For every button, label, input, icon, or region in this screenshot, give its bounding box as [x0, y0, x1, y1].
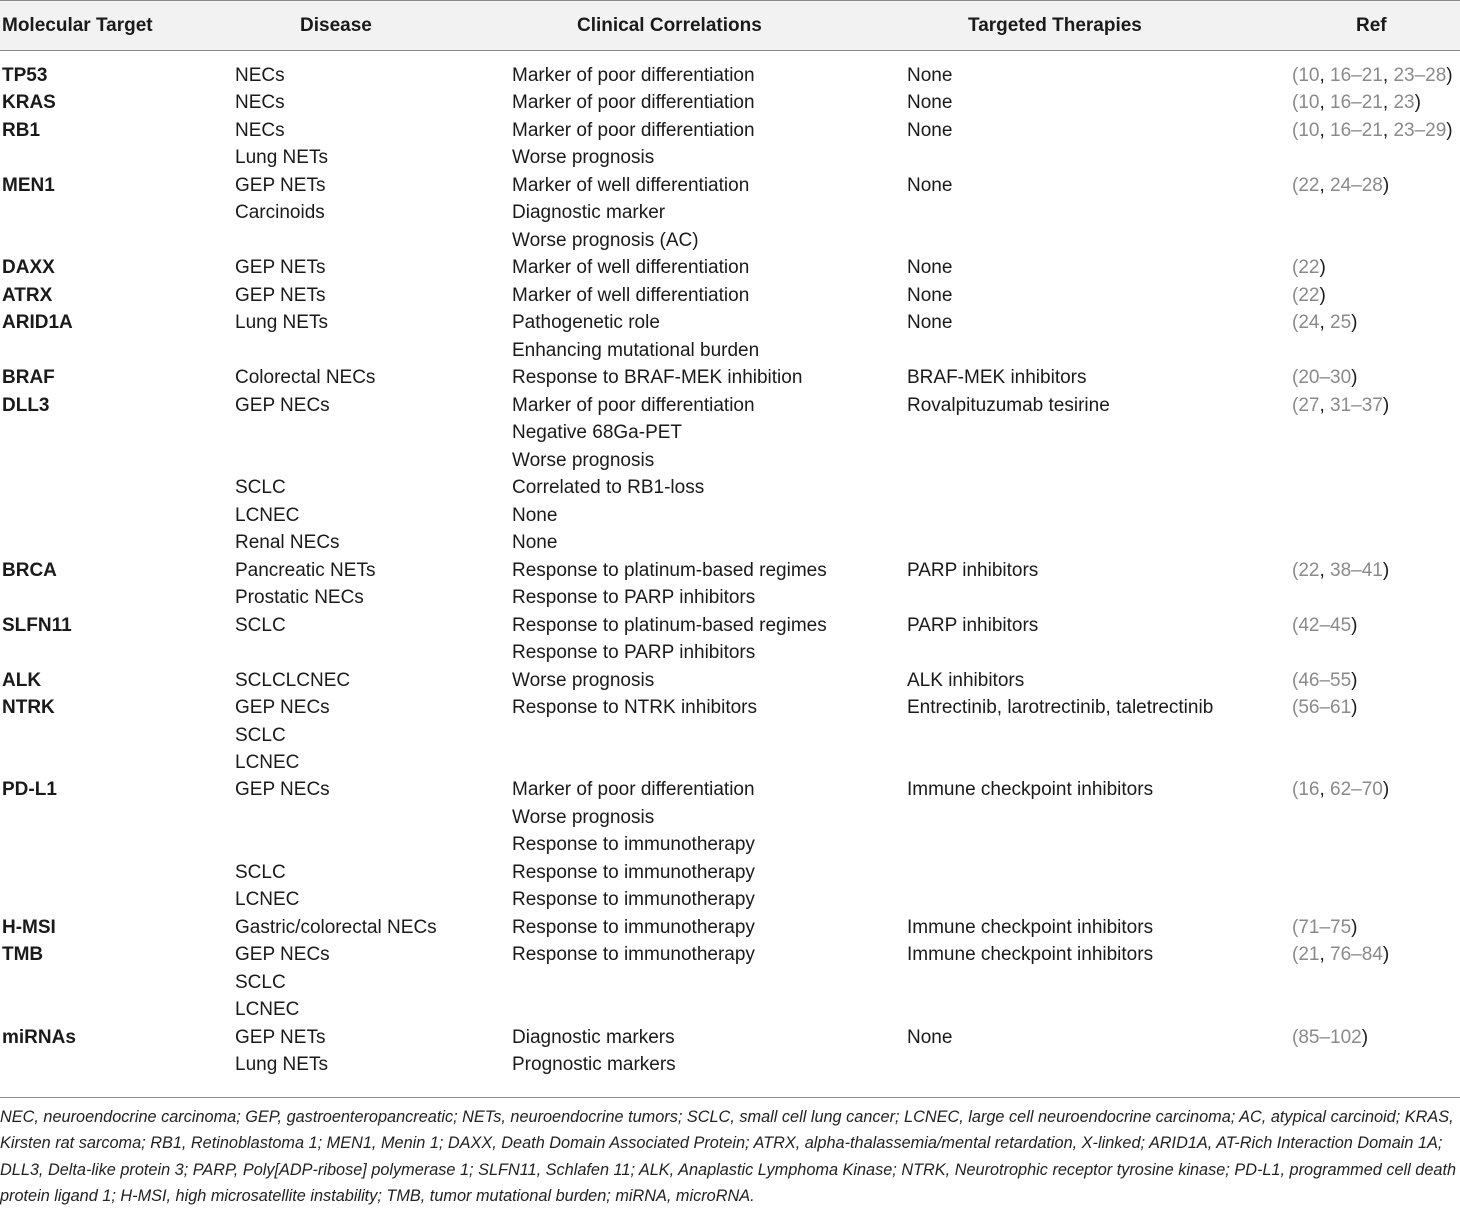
- ref-link[interactable]: 23–29: [1393, 119, 1447, 141]
- cell-ref: (22, 24–28): [1292, 174, 1390, 196]
- cell-ref: (10, 16–21, 23): [1292, 92, 1421, 114]
- cell-therapy: None: [907, 284, 953, 306]
- cell-correlation: Diagnostic markers: [512, 1026, 675, 1048]
- cell-correlation: Worse prognosis: [512, 449, 655, 471]
- table-row: [0, 254, 1460, 282]
- table-row: [0, 831, 1460, 859]
- ref-link[interactable]: 42–45: [1298, 614, 1352, 636]
- table-row: [0, 776, 1460, 804]
- cell-ref: (22): [1292, 284, 1326, 306]
- table-row: [0, 612, 1460, 640]
- ref-link[interactable]: 20–30: [1298, 367, 1352, 389]
- cell-therapy: Immune checkpoint inhibitors: [907, 916, 1154, 938]
- ref-link[interactable]: 10: [1298, 119, 1320, 141]
- cell-target: MEN1: [2, 174, 55, 196]
- cell-disease: GEP NECs: [235, 697, 330, 719]
- cell-therapy: Immune checkpoint inhibitors: [907, 944, 1154, 966]
- ref-link[interactable]: 31–37: [1330, 394, 1383, 416]
- table-footnote: NEC, neuroendocrine carcinoma; GEP, gastroenteropancreatic; NETs, neuroendocrine tumors; SCLC, small cell lung cancer; LCNEC, large cell neuroendocrine carcinoma; AC, atypical carcinoid; KRAS, Kirsten rat sarcoma; RB1, Retinoblastoma 1; MEN1, Menin 1; DAXX, Death Domain Associated Protein; ATRX, alpha-thalassemia/mental retardation, X-linked; ARID1A, AT-Rich Interaction Domain 1A; DLL3, Delta-like protein 3; PARP, Poly[ADP-ribose] polymerase 1; SLFN11, Schlafen 11; ALK, Anaplastic Lymphoma Kinase; NTRK, Neurotrophic receptor tyrosine kinase; PD-L1, programmed cell death protein ligand 1; H-MSI, high microsatellite instability; TMB, tumor mutational burden; miRNA, microRNA.: [0, 1108, 1457, 1206]
- table-row: [0, 914, 1460, 942]
- cell-disease: Colorectal NECs: [235, 367, 376, 389]
- cell-disease: GEP NETs: [235, 174, 326, 196]
- cell-therapy: PARP inhibitors: [907, 614, 1039, 636]
- cell-disease: Carcinoids: [235, 202, 325, 224]
- table-row: [0, 969, 1460, 997]
- cell-correlation: Marker of poor differentiation: [512, 779, 755, 801]
- cell-disease: NECs: [235, 92, 285, 114]
- table-row: [0, 722, 1460, 750]
- table-row: [0, 667, 1460, 695]
- cell-ref: (42–45): [1292, 614, 1358, 636]
- cell-therapy: Entrectinib, larotrectinib, taletrectinib: [907, 697, 1214, 719]
- cell-disease: GEP NETs: [235, 257, 326, 279]
- table-row: [0, 447, 1460, 475]
- cell-correlation: Response to PARP inhibitors: [512, 642, 756, 664]
- cell-correlation: Marker of poor differentiation: [512, 65, 755, 86]
- cell-therapy: None: [907, 92, 953, 114]
- ref-link[interactable]: 16–21: [1330, 65, 1383, 86]
- cell-therapy: None: [907, 65, 953, 86]
- table-row: [0, 282, 1460, 310]
- cell-disease: LCNEC: [235, 504, 300, 526]
- table-row: [0, 474, 1460, 502]
- ref-link[interactable]: 46–55: [1298, 669, 1352, 691]
- table-row: [0, 502, 1460, 530]
- cell-disease: Pancreatic NETs: [235, 559, 376, 581]
- cell-target: SLFN11: [2, 614, 72, 636]
- table-row: [0, 859, 1460, 887]
- cell-disease: SCLC: [235, 614, 286, 636]
- cell-disease: SCLC: [235, 861, 286, 883]
- cell-target: ALK: [2, 669, 42, 691]
- table-row: [0, 804, 1460, 832]
- cell-therapy: BRAF-MEK inhibitors: [907, 367, 1087, 389]
- header-disease: Disease: [300, 15, 372, 36]
- ref-link[interactable]: 56–61: [1298, 697, 1352, 719]
- cell-correlation: Worse prognosis: [512, 806, 655, 828]
- ref-link[interactable]: 25: [1330, 312, 1352, 334]
- cell-therapy: None: [907, 119, 953, 141]
- cell-ref: (71–75): [1292, 916, 1358, 938]
- ref-link[interactable]: 21: [1298, 944, 1320, 966]
- cell-correlation: Marker of well differentiation: [512, 257, 750, 279]
- cell-target: BRCA: [2, 559, 57, 581]
- cell-therapy: ALK inhibitors: [907, 669, 1025, 691]
- cell-disease: SCLC: [235, 971, 286, 993]
- cell-ref: (85–102): [1292, 1026, 1369, 1048]
- cell-ref: (10, 16–21, 23–28): [1292, 65, 1453, 86]
- cell-disease: Renal NECs: [235, 532, 340, 554]
- ref-link[interactable]: 38–41: [1330, 559, 1383, 581]
- cell-ref: (56–61): [1292, 697, 1358, 719]
- table-row: [0, 584, 1460, 612]
- cell-ref: (22): [1292, 257, 1326, 279]
- ref-link[interactable]: 71–75: [1298, 916, 1352, 938]
- table-row: [0, 419, 1460, 447]
- table-row: [0, 89, 1460, 117]
- cell-target: KRAS: [2, 92, 56, 114]
- cell-target: ATRX: [2, 284, 53, 306]
- table-row: [0, 117, 1460, 145]
- table-row: [0, 996, 1460, 1024]
- cell-correlation: Marker of poor differentiation: [512, 394, 755, 416]
- table-row: [0, 337, 1460, 365]
- ref-link[interactable]: 62–70: [1330, 779, 1383, 801]
- cell-therapy: Immune checkpoint inhibitors: [907, 779, 1154, 801]
- cell-correlation: Marker of poor differentiation: [512, 119, 755, 141]
- cell-disease: LCNEC: [235, 889, 300, 911]
- table-row: [0, 172, 1460, 200]
- table-row: [0, 199, 1460, 227]
- ref-link[interactable]: 24: [1298, 312, 1320, 334]
- cell-correlation: Diagnostic marker: [512, 202, 666, 224]
- table-row: [0, 941, 1460, 969]
- cell-target: DLL3: [2, 394, 50, 416]
- cell-correlation: None: [512, 532, 558, 554]
- ref-link[interactable]: 22: [1298, 174, 1320, 196]
- cell-disease: Gastric/colorectal NECs: [235, 916, 437, 938]
- cell-correlation: Response to platinum-based regimes: [512, 614, 827, 636]
- cell-correlation: Marker of well differentiation: [512, 284, 750, 306]
- cell-disease: LCNEC: [235, 999, 300, 1021]
- cell-correlation: Worse prognosis (AC): [512, 229, 699, 251]
- cell-correlation: Negative 68Ga-PET: [512, 422, 683, 444]
- ref-link[interactable]: 23–28: [1393, 65, 1447, 86]
- cell-ref: (10, 16–21, 23–29): [1292, 119, 1453, 141]
- cell-ref: (16, 62–70): [1292, 779, 1390, 801]
- table-row: [0, 364, 1460, 392]
- cell-disease: GEP NECs: [235, 944, 330, 966]
- cell-disease: Lung NETs: [235, 147, 328, 169]
- cell-correlation: Response to BRAF-MEK inhibition: [512, 367, 803, 389]
- cell-correlation: None: [512, 504, 558, 526]
- table-row: [0, 639, 1460, 667]
- table-row: [0, 1051, 1460, 1079]
- cell-correlation: Marker of well differentiation: [512, 174, 750, 196]
- cell-ref: (21, 76–84): [1292, 944, 1390, 966]
- table-row: [0, 694, 1460, 722]
- ref-link[interactable]: 27: [1298, 394, 1320, 416]
- ref-link[interactable]: 24–28: [1330, 174, 1383, 196]
- cell-therapy: Rovalpituzumab tesirine: [907, 394, 1110, 416]
- cell-disease: Lung NETs: [235, 312, 328, 334]
- header-ref: Ref: [1356, 15, 1387, 36]
- cell-target: TP53: [2, 65, 48, 86]
- cell-disease: LCNEC: [235, 752, 300, 773]
- table-row: [0, 749, 1460, 777]
- header-targeted-therapies: Targeted Therapies: [968, 15, 1142, 36]
- cell-disease: NECs: [235, 65, 285, 86]
- cell-target: NTRK: [2, 697, 55, 719]
- table-bottom-rule: [0, 1097, 1460, 1098]
- ref-link[interactable]: 16: [1298, 779, 1320, 801]
- ref-link[interactable]: 16–21: [1330, 92, 1383, 114]
- cell-disease: NECs: [235, 119, 285, 141]
- cell-correlation: Response to immunotherapy: [512, 944, 755, 966]
- cell-correlation: Pathogenetic role: [512, 312, 660, 334]
- cell-therapy: None: [907, 174, 953, 196]
- ref-link[interactable]: 85–102: [1298, 1026, 1362, 1048]
- cell-correlation: Response to immunotherapy: [512, 916, 755, 938]
- table-row: [0, 529, 1460, 557]
- ref-link[interactable]: 10: [1298, 65, 1320, 86]
- cell-target: BRAF: [2, 367, 55, 389]
- cell-target: H-MSI: [2, 916, 56, 938]
- cell-disease: GEP NECs: [235, 394, 330, 416]
- cell-correlation: Response to NTRK inhibitors: [512, 697, 757, 719]
- cell-disease: GEP NETs: [235, 284, 326, 306]
- cell-correlation: Enhancing mutational burden: [512, 339, 760, 361]
- header-clinical-correlations: Clinical Correlations: [577, 15, 762, 36]
- cell-correlation: Response to PARP inhibitors: [512, 587, 756, 609]
- cell-ref: (22, 38–41): [1292, 559, 1390, 581]
- cell-correlation: Worse prognosis: [512, 669, 655, 691]
- cell-therapy: None: [907, 312, 953, 334]
- cell-therapy: None: [907, 257, 953, 279]
- ref-link[interactable]: 23: [1393, 92, 1415, 114]
- table-row: [0, 144, 1460, 172]
- cell-target: PD-L1: [2, 779, 57, 801]
- cell-therapy: PARP inhibitors: [907, 559, 1039, 581]
- cell-correlation: Response to platinum-based regimes: [512, 559, 827, 581]
- table-row: [0, 557, 1460, 585]
- cell-target: DAXX: [2, 257, 55, 279]
- cell-disease: SCLC: [235, 477, 286, 499]
- cell-correlation: Correlated to RB1-loss: [512, 477, 705, 499]
- cell-disease: Lung NETs: [235, 1054, 328, 1076]
- cell-correlation: Response to immunotherapy: [512, 889, 755, 911]
- cell-target: miRNAs: [2, 1026, 76, 1048]
- cell-correlation: Worse prognosis: [512, 147, 655, 169]
- cell-ref: (20–30): [1292, 367, 1358, 389]
- ref-link[interactable]: 10: [1298, 92, 1320, 114]
- cell-correlation: Response to immunotherapy: [512, 861, 755, 883]
- cell-target: RB1: [2, 119, 41, 141]
- header-molecular-target: Molecular Target: [2, 15, 153, 36]
- cell-disease: GEP NETs: [235, 1026, 326, 1048]
- cell-ref: (27, 31–37): [1292, 394, 1390, 416]
- cell-correlation: Prognostic markers: [512, 1054, 676, 1076]
- table-row: [0, 309, 1460, 337]
- table-row: [0, 1024, 1460, 1052]
- cell-correlation: Response to immunotherapy: [512, 834, 755, 856]
- ref-link[interactable]: 22: [1298, 257, 1320, 279]
- table-row: [0, 886, 1460, 914]
- cell-ref: (46–55): [1292, 669, 1358, 691]
- cell-target: TMB: [2, 944, 44, 966]
- ref-link[interactable]: 22: [1298, 559, 1320, 581]
- cell-correlation: Marker of poor differentiation: [512, 92, 755, 114]
- cell-disease: SCLCLCNEC: [235, 669, 351, 691]
- cell-therapy: None: [907, 1026, 953, 1048]
- ref-link[interactable]: 76–84: [1330, 944, 1383, 966]
- cell-disease: SCLC: [235, 724, 286, 746]
- table-header: [0, 0, 1460, 51]
- cell-ref: (24, 25): [1292, 312, 1358, 334]
- ref-link[interactable]: 22: [1298, 284, 1320, 306]
- cell-target: ARID1A: [2, 312, 73, 334]
- table-row: [0, 62, 1460, 90]
- cell-disease: Prostatic NECs: [235, 587, 364, 609]
- cell-disease: GEP NECs: [235, 779, 330, 801]
- ref-link[interactable]: 16–21: [1330, 119, 1383, 141]
- table-row: [0, 392, 1460, 420]
- table-row: [0, 227, 1460, 255]
